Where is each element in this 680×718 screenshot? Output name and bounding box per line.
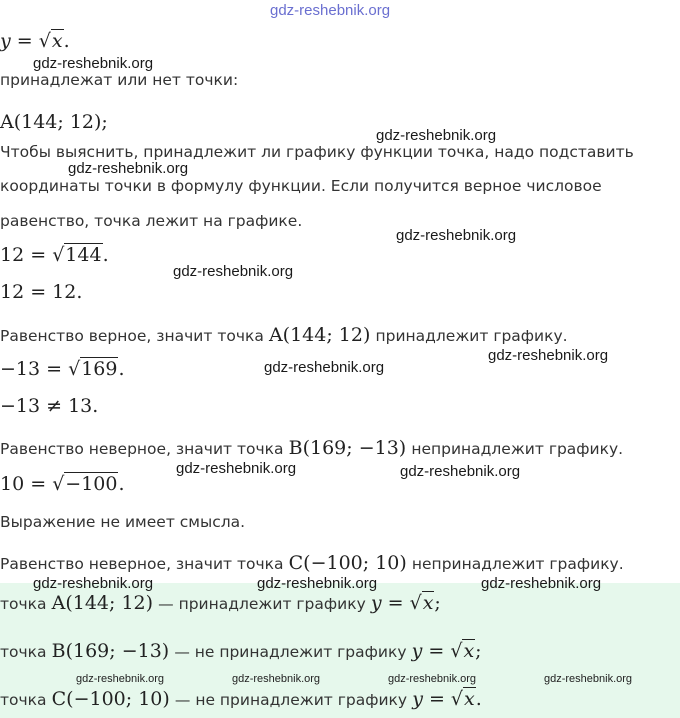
- intro-line-2: координаты точки в формулу функции. Если получится верное числовое: [0, 177, 602, 195]
- watermark: gdz-reshebnik.org: [33, 575, 154, 592]
- watermark-top: gdz-reshebnik.org: [270, 2, 391, 19]
- equation-b-2: −13 ≠ 13.: [0, 395, 99, 417]
- function-formula: y = √x.: [0, 30, 70, 52]
- watermark: gdz-reshebnik.org: [396, 227, 517, 244]
- conclusion-b: Равенство неверное, значит точка B(169; −13) непринадлежит графику.: [0, 437, 624, 459]
- watermark: gdz-reshebnik.org: [388, 673, 477, 685]
- equation-c-1: 10 = √−100.: [0, 473, 125, 495]
- conclusion-a: Равенство верное, значит точка A(144; 12) принадлежит графику.: [0, 324, 568, 346]
- watermark: gdz-reshebnik.org: [481, 575, 602, 592]
- equation-a-1: 12 = √144.: [0, 244, 109, 266]
- watermark: gdz-reshebnik.org: [173, 263, 294, 280]
- watermark: gdz-reshebnik.org: [76, 673, 165, 685]
- watermark: gdz-reshebnik.org: [176, 460, 297, 477]
- watermark: gdz-reshebnik.org: [264, 359, 385, 376]
- equation-b-1: −13 = √169.: [0, 358, 125, 380]
- sqrt-x: √x: [38, 30, 63, 52]
- equation-a-2: 12 = 12.: [0, 281, 83, 303]
- intro-line-1: Чтобы выяснить, принадлежит ли графику функции точка, надо подставить: [0, 143, 634, 161]
- answer-line-a: точка A(144; 12) — принадлежит графику y = √x;: [0, 592, 441, 614]
- watermark: gdz-reshebnik.org: [488, 347, 609, 364]
- watermark: gdz-reshebnik.org: [544, 673, 633, 685]
- conclusion-c: Равенство неверное, значит точка C(−100; 10) непринадлежит графику.: [0, 552, 624, 574]
- watermark: gdz-reshebnik.org: [257, 575, 378, 592]
- answer-line-c: точка C(−100; 10) — не принадлежит графику y = √x.: [0, 688, 482, 710]
- watermark: gdz-reshebnik.org: [400, 463, 521, 480]
- no-sense-text: Выражение не имеет смысла.: [0, 513, 246, 531]
- watermark: gdz-reshebnik.org: [376, 127, 497, 144]
- question-text: принадлежат или нет точки:: [0, 71, 239, 89]
- watermark: gdz-reshebnik.org: [232, 673, 321, 685]
- intro-line-3: равенство, точка лежит на графике.: [0, 212, 303, 230]
- point-a-heading: A(144; 12);: [0, 111, 108, 133]
- watermark: gdz-reshebnik.org: [68, 160, 189, 177]
- watermark: gdz-reshebnik.org: [33, 55, 154, 72]
- answer-line-b: точка B(169; −13) — не принадлежит графику y = √x;: [0, 640, 482, 662]
